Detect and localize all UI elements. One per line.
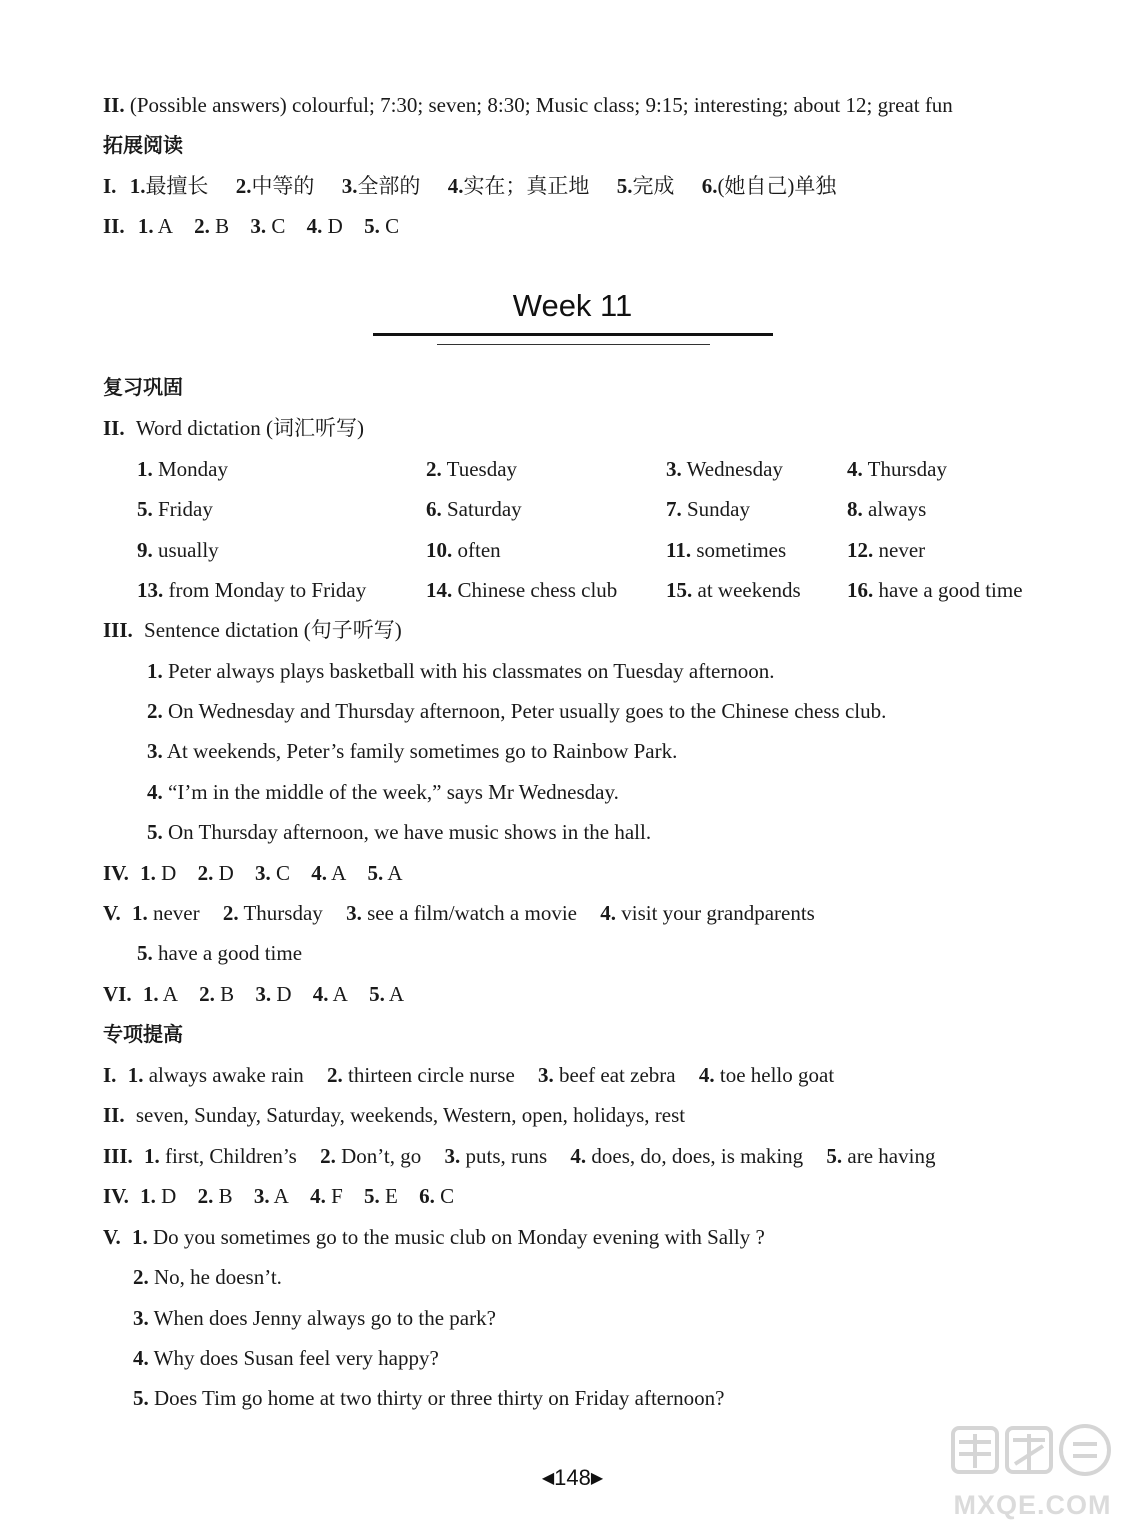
- page-number: ◀148▶: [541, 1465, 604, 1490]
- answer-item: 3. see a film/watch a movie: [346, 901, 577, 925]
- left-triangle-icon: ◀: [541, 1470, 555, 1487]
- answer-item: 1. first, Children’s: [144, 1144, 297, 1168]
- special-v-answers: V. 1. Do you sometimes go to the music club on Monday evening with Sally ?: [103, 1225, 765, 1249]
- answer-item: 3. A: [253, 1184, 289, 1208]
- word-item: 2. Tuesday: [426, 457, 518, 481]
- word-item: 5. Friday: [137, 497, 213, 521]
- right-triangle-icon: ▶: [590, 1470, 604, 1487]
- answer-item: 4. Why does Susan feel very happy?: [133, 1346, 439, 1370]
- word-item: 6. Saturday: [426, 497, 522, 521]
- answer-item: 1. D: [140, 861, 177, 885]
- answer-item: 5. E: [364, 1184, 398, 1208]
- answer-item: 5. A: [369, 982, 405, 1006]
- possible-answers-line: II. (Possible answers) colourful; 7:30; seven; 8:30; Music class; 9:15; interesting; about 12; great fun: [103, 93, 953, 117]
- word-item: 12. never: [847, 538, 926, 562]
- answer-item: 2. B: [197, 1184, 233, 1208]
- title-rule-thin: [437, 344, 710, 345]
- answer-item: 2. B: [199, 982, 235, 1006]
- review-vi-answers: VI. 1. A 2. B 3. D 4. A 5. A: [103, 982, 405, 1006]
- word-item: 7. Sunday: [666, 497, 750, 521]
- answer-item: 1. D: [140, 1184, 177, 1208]
- answer-item: 1.最擅长: [129, 174, 209, 198]
- word-item: 4. Thursday: [847, 457, 947, 481]
- title-rule-thick: [373, 333, 773, 336]
- answer-item: 5. C: [364, 214, 400, 238]
- answer-item: 2. No, he doesn’t.: [133, 1265, 282, 1289]
- answer-item: 1. A: [137, 214, 173, 238]
- answer-item: 1. A: [142, 982, 178, 1006]
- word-item: 1. Monday: [137, 457, 228, 481]
- sentence-dictation-label: III. Sentence dictation (句子听写): [103, 618, 402, 642]
- answer-item: 4. does, do, does, is making: [570, 1144, 804, 1168]
- special-ii-answers: II. seven, Sunday, Saturday, weekends, Western, open, holidays, rest: [103, 1103, 686, 1127]
- sentence-item: 3. At weekends, Peter’s family sometimes go to Rainbow Park.: [147, 739, 678, 763]
- answer-item: 3. C: [254, 861, 290, 885]
- watermark-logo-icon: [945, 1418, 1120, 1488]
- week-title: Week 11: [512, 288, 633, 323]
- answer-item: 3.全部的: [341, 174, 421, 198]
- word-item: 16. have a good time: [847, 578, 1023, 602]
- review-iv-answers: IV. 1. D 2. D 3. C 4. A 5. A: [103, 861, 403, 885]
- answer-item: 5.完成: [616, 174, 675, 198]
- answer-item: 4. visit your grandparents: [600, 901, 815, 925]
- answer-item: 1. Do you sometimes go to the music club on Monday evening with Sally ?: [131, 1225, 765, 1249]
- word-dictation-label: II. Word dictation (词汇听写): [103, 416, 364, 440]
- special-iii-answers: III. 1. first, Children’s 2. Don’t, go 3. puts, runs 4. does, do, does, is making 5. are having: [103, 1144, 936, 1168]
- answer-item: 5. have a good time: [137, 941, 303, 965]
- answer-item: 6. C: [419, 1184, 455, 1208]
- answer-item: 1. always awake rain: [127, 1063, 304, 1087]
- answer-item: 5. A: [367, 861, 403, 885]
- answer-item: 3. C: [250, 214, 286, 238]
- word-item: 3. Wednesday: [666, 457, 783, 481]
- answer-item: 4. D: [306, 214, 343, 238]
- watermark-site-text: MXQE.COM: [953, 1490, 1112, 1520]
- extended-reading-row-1: I. 1.最擅长 2.中等的 3.全部的 4.实在；真正地 5.完成 6.(她自己)单独: [103, 174, 837, 198]
- answer-item: 2. Don’t, go: [320, 1144, 422, 1168]
- answer-item: 2. thirteen circle nurse: [327, 1063, 515, 1087]
- section-heading-review: 复习巩固: [103, 375, 183, 399]
- answer-item: 3. puts, runs: [444, 1144, 548, 1168]
- word-item: 9. usually: [137, 538, 219, 562]
- answer-item: 4. A: [311, 861, 347, 885]
- sentence-item: 5. On Thursday afternoon, we have music shows in the hall.: [147, 820, 652, 844]
- word-item: 15. at weekends: [666, 578, 801, 602]
- watermark: [945, 1418, 1120, 1530]
- answer-item: 4. F: [310, 1184, 343, 1208]
- extended-reading-row-2: II. 1. A 2. B 3. C 4. D 5. C: [103, 214, 400, 238]
- answer-item: 2. Thursday: [222, 901, 323, 925]
- special-i-answers: I. 1. always awake rain 2. thirteen circle nurse 3. beef eat zebra 4. toe hello goat: [103, 1063, 835, 1087]
- sentence-item: 4. “I’m in the middle of the week,” says Mr Wednesday.: [147, 780, 619, 804]
- section-heading-special: 专项提高: [103, 1022, 183, 1046]
- word-item: 8. always: [847, 497, 927, 521]
- section-heading-extended-reading: 拓展阅读: [103, 133, 183, 157]
- word-item: 10. often: [426, 538, 501, 562]
- word-item: 11. sometimes: [666, 538, 787, 562]
- word-item: 14. Chinese chess club: [426, 578, 618, 602]
- answer-item: 2. B: [194, 214, 230, 238]
- answer-item: 2. D: [197, 861, 234, 885]
- answer-item: 5. are having: [826, 1144, 936, 1168]
- answer-item: 3. D: [255, 982, 292, 1006]
- answer-item: 6.(她自己)单独: [701, 174, 837, 198]
- answer-item: 4. A: [312, 982, 348, 1006]
- review-v-answers: V. 1. never 2. Thursday 3. see a film/watch a movie 4. visit your grandparents: [103, 901, 815, 925]
- sentence-item: 2. On Wednesday and Thursday afternoon, Peter usually goes to the Chinese chess club.: [147, 699, 887, 723]
- special-iv-answers: IV. 1. D 2. B 3. A 4. F 5. E 6. C: [103, 1184, 455, 1208]
- answer-item: 4.实在；真正地: [447, 174, 590, 198]
- word-item: 13. from Monday to Friday: [137, 578, 367, 602]
- sentence-item: 1. Peter always plays basketball with his classmates on Tuesday afternoon.: [147, 659, 775, 683]
- answer-item: 2.中等的: [235, 174, 315, 198]
- answer-item: 5. Does Tim go home at two thirty or three thirty on Friday afternoon?: [133, 1386, 725, 1410]
- answer-item: 4. toe hello goat: [698, 1063, 835, 1087]
- answer-item: 3. beef eat zebra: [538, 1063, 676, 1087]
- answer-item: 3. When does Jenny always go to the park?: [133, 1306, 496, 1330]
- answer-item: 1. never: [131, 901, 200, 925]
